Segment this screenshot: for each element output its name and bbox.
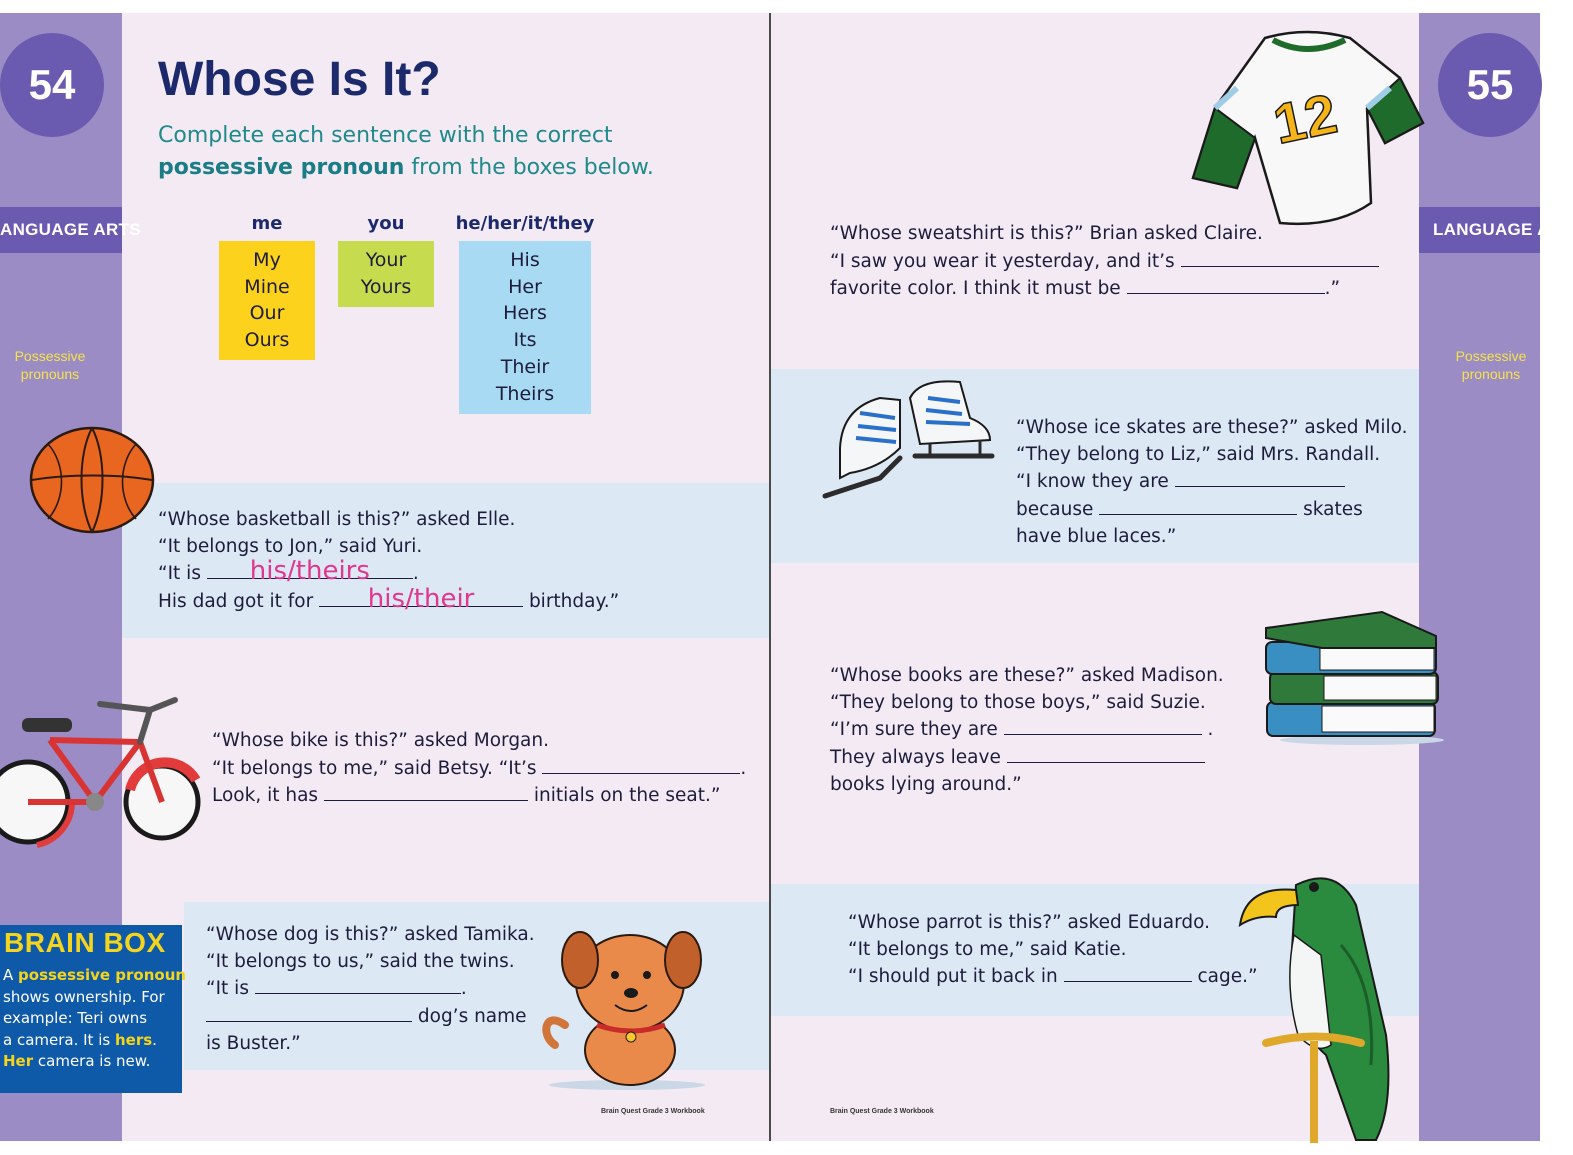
sentence: “It belongs to us,” said the twins. [206, 950, 515, 972]
topic-line1: Possessive [14, 348, 86, 364]
bold-term: possessive pronoun [18, 966, 187, 984]
basketball-illustration [28, 424, 158, 536]
bold-term: Her [3, 1052, 34, 1070]
instruction-line1: Complete each sentence with the correct [158, 123, 613, 148]
sentence-part: “It is [206, 978, 255, 1000]
answer-blank[interactable] [542, 755, 740, 774]
sentence [212, 755, 746, 783]
sentence: have blue laces.” [1016, 525, 1177, 547]
answer-blank[interactable] [1099, 496, 1297, 515]
parrot-illustration [1236, 865, 1396, 1143]
sentence: books lying around.” [830, 773, 1022, 795]
sentence [830, 275, 1379, 303]
answer-blank[interactable] [1181, 248, 1379, 267]
jersey-number: 12 [1268, 81, 1343, 156]
skates-exercise [1016, 415, 1408, 551]
sentence-part: birthday.” [523, 591, 620, 613]
page-number-left: 54 [0, 33, 104, 137]
sentence [206, 1003, 535, 1031]
sentence: “It belongs to Jon,” said Yuri. [158, 535, 423, 557]
brain-box-title: BRAIN BOX [4, 927, 166, 958]
answer-blank[interactable] [207, 556, 413, 587]
word: Ours [244, 329, 290, 352]
brain-box-line [3, 965, 186, 987]
sentence [206, 975, 535, 1003]
sentence-part: . [740, 757, 747, 779]
handwritten-answer: his/their [367, 584, 475, 615]
instruction-rest: from the boxes below. [404, 155, 654, 180]
brain-box-line [3, 1030, 186, 1052]
sentence [848, 963, 1258, 991]
handwritten-answer: his/theirs [249, 556, 370, 587]
brain-box-line [3, 1051, 186, 1073]
sentence: “Whose dog is this?” asked Tamika. [206, 924, 535, 945]
answer-blank[interactable] [255, 975, 461, 994]
word: His [510, 249, 540, 271]
page-number-right: 55 [1438, 33, 1542, 137]
word: Her [508, 275, 542, 298]
books-exercise [830, 663, 1224, 799]
answer-blank[interactable] [1064, 963, 1192, 982]
dog-illustration [535, 925, 707, 1090]
topic-label-right [1441, 347, 1541, 383]
bicycle-illustration [0, 690, 210, 855]
sentence [830, 744, 1224, 772]
word: Hers [503, 302, 547, 325]
text: camera is new. [33, 1052, 151, 1070]
sentence-part: because [1016, 499, 1100, 521]
word-box-third-person [459, 241, 591, 414]
sentence-part: skates [1297, 499, 1363, 521]
topic-line1: Possessive [1455, 348, 1527, 364]
instruction-bold: possessive pronoun [158, 155, 405, 180]
word-box-me [219, 241, 315, 360]
sentence [158, 584, 620, 616]
sentence: is Buster.” [206, 1032, 301, 1054]
footer-right: Brain Quest Grade 3 Workbook [830, 1108, 934, 1115]
sentence-part: “I’m sure they are [830, 719, 1004, 741]
sentence-part: “It belongs to me,” said Betsy. “It’s [212, 757, 543, 779]
bold-term: hers [114, 1030, 153, 1049]
jersey-illustration [1185, 28, 1430, 236]
sentence-part: His dad got it for [158, 591, 320, 613]
sentence: “Whose bike is this?” asked Morgan. [212, 730, 550, 751]
topic-line2: pronouns [20, 366, 80, 382]
books-illustration [1262, 608, 1448, 746]
word: Its [513, 329, 537, 352]
word: Our [249, 302, 285, 325]
bike-exercise [212, 728, 746, 810]
sentence [212, 782, 746, 810]
sentence-part: Look, it has [212, 785, 324, 807]
column-header-me: me [251, 213, 283, 234]
answer-blank[interactable] [319, 584, 523, 615]
text: a camera. It is [3, 1030, 115, 1049]
basketball-exercise [158, 507, 619, 616]
word: Your [365, 249, 407, 271]
sentence-part: “I saw you wear it yesterday, and it’s [830, 250, 1181, 272]
section-tab-right: LANGUAGE ART [1419, 207, 1540, 253]
sweatshirt-exercise [830, 221, 1379, 303]
answer-blank[interactable] [1007, 744, 1205, 763]
answer-blank[interactable] [206, 1003, 412, 1022]
word: My [253, 249, 281, 271]
text: A [3, 966, 19, 984]
brain-box [0, 925, 187, 1093]
word-box-you [338, 241, 434, 307]
sentence-part: cage.” [1191, 966, 1258, 988]
word: Theirs [495, 382, 555, 405]
brain-box-line: shows ownership. For [3, 987, 165, 1006]
sentence: “They belong to those boys,” said Suzie. [830, 691, 1206, 713]
sentence [830, 716, 1224, 744]
sentence-part: They always leave [830, 747, 1007, 769]
sentence-part: .” [1324, 278, 1341, 300]
dog-exercise [206, 922, 535, 1058]
sentence: “Whose parrot is this?” asked Eduardo. [848, 912, 1210, 933]
sentence-part: . [412, 563, 419, 585]
topic-label-left [0, 347, 100, 383]
word: Mine [244, 275, 290, 298]
sentence: “They belong to Liz,” said Mrs. Randall. [1016, 443, 1381, 465]
sentence [830, 248, 1379, 276]
sentence-part: dog’s name [412, 1006, 527, 1028]
parrot-exercise [848, 910, 1258, 991]
sentence-part: “I should put it back in [848, 966, 1064, 988]
sentence-part: . [1201, 719, 1214, 741]
ice-skates-illustration [820, 378, 995, 500]
answer-blank[interactable] [324, 782, 528, 801]
answer-blank[interactable] [1175, 468, 1345, 487]
right-sidebar [1419, 13, 1540, 1141]
answer-blank[interactable] [1004, 716, 1202, 735]
sentence: “It belongs to me,” said Katie. [848, 938, 1127, 960]
sentence [1016, 496, 1408, 524]
column-header-third: he/her/it/they [455, 213, 595, 234]
instruction-line2 [158, 152, 718, 184]
sentence: “Whose sweatshirt is this?” Brian asked Claire. [830, 223, 1263, 244]
topic-line2: pronouns [1461, 366, 1521, 382]
text: . [152, 1030, 157, 1049]
sentence: “Whose basketball is this?” asked Elle. [158, 509, 516, 530]
instructions [158, 120, 718, 184]
sentence-part: “It is [158, 563, 207, 585]
footer-left: Brain Quest Grade 3 Workbook [601, 1108, 705, 1115]
answer-blank[interactable] [1127, 275, 1325, 294]
sentence-part: initials on the seat.” [527, 785, 721, 807]
brain-box-line: example: Teri owns [3, 1009, 148, 1027]
word: Their [500, 355, 550, 378]
sentence: “Whose books are these?” asked Madison. [830, 665, 1224, 686]
section-tab-left: ANGUAGE ARTS [0, 207, 122, 253]
sentence-part: . [460, 978, 467, 1000]
page-title: Whose Is It? [158, 53, 441, 106]
sentence: “Whose ice skates are these?” asked Milo. [1016, 417, 1408, 438]
brain-box-text [3, 965, 186, 1073]
sentence [1016, 468, 1408, 496]
word: Yours [360, 275, 412, 298]
sentence-part: “I know they are [1016, 471, 1175, 493]
sentence-part: favorite color. I think it must be [830, 278, 1127, 300]
column-header-you: you [367, 213, 405, 234]
